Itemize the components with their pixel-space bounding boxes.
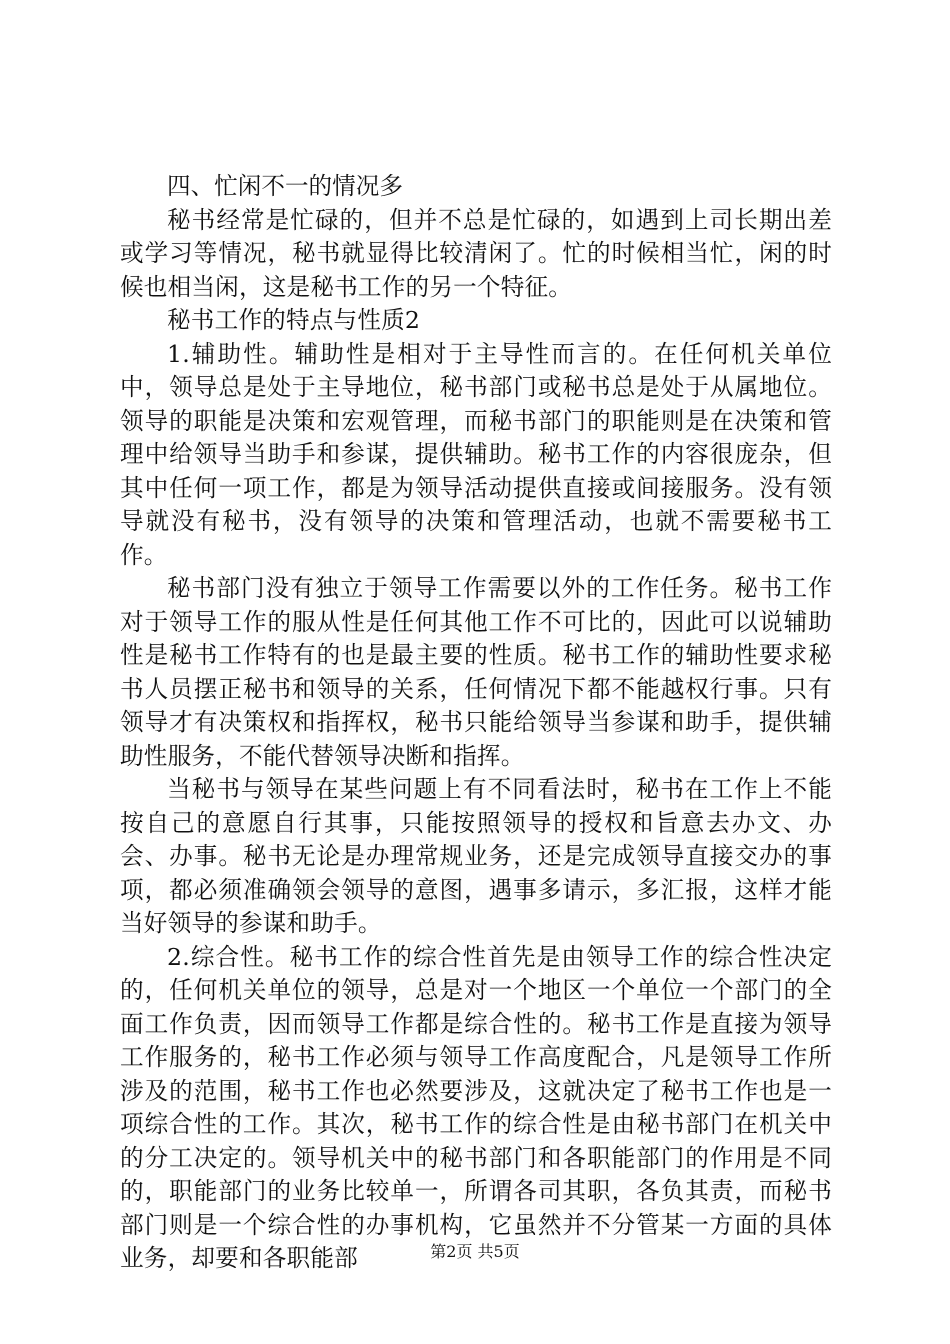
paragraph-obedience: 秘书部门没有独立于领导工作需要以外的工作任务。秘书工作对于领导工作的服从性是任何其他工作不可比的，因此可以说辅助性是秘书工作特有的也是最主要的性质。秘书工作的辅助性要求秘书人员摆正秘书和领导的关系，任何情况下都不能越权行事。只有领导才有决策权和指挥权，秘书只能给领导当参谋和助手，提供辅助性服务，不能代替领导决断和指挥。 bbox=[120, 574, 832, 770]
page-footer: 第2页 共5页 bbox=[430, 1242, 520, 1261]
section-heading: 四、忙闲不一的情况多 bbox=[167, 172, 403, 200]
paragraph-comprehensive: 2.综合性。秘书工作的综合性首先是由领导工作的综合性决定的，任何机关单位的领导，总是对一个地区一个单位一个部门的全面工作负责，因而领导工作都是综合性的。秘书工作是直接为领导工作服务的，秘书工作必须与领导工作高度配合，凡是领导工作所涉及的范围，秘书工作也必然要涉及，这就决定了秘书工作也是一项综合性的工作。其次，秘书工作的综合性是由秘书部门在机关中的分工决定的。领导机关中的秘书部门和各职能部门的作用是不同的，职能部门的业务比较单一，所谓各司其职，各负其责，而秘书部门则是一个综合性的办事机构，它虽然并不分管某一方面的具体业务，却要和各职能部 bbox=[120, 942, 832, 1272]
subtitle-characteristics: 秘书工作的特点与性质2 bbox=[167, 306, 421, 334]
paragraph-disagreement: 当秘书与领导在某些问题上有不同看法时，秘书在工作上不能按自己的意愿自行其事，只能按照领导的授权和旨意去办文、办会、办事。秘书无论是办理常规业务，还是完成领导直接交办的事项，都必须准确领会领导的意图，遇事多请示，多汇报，这样才能当好领导的参谋和助手。 bbox=[120, 775, 832, 937]
document-body bbox=[120, 170, 832, 1276]
paragraph-auxiliary: 1.辅助性。辅助性是相对于主导性而言的。在任何机关单位中，领导总是处于主导地位，秘书部门或秘书总是处于从属地位。领导的职能是决策和宏观管理，而秘书部门的职能则是在决策和管理中给领导当助手和参谋，提供辅助。秘书工作的内容很庞杂，但其中任何一项工作，都是为领导活动提供直接或间接服务。没有领导就没有秘书，没有领导的决策和管理活动，也就不需要秘书工作。 bbox=[120, 339, 832, 569]
paragraph-busy-idle: 秘书经常是忙碌的，但并不总是忙碌的，如遇到上司长期出差或学习等情况，秘书就显得比较清闲了。忙的时候相当忙，闲的时候也相当闲，这是秘书工作的另一个特征。 bbox=[120, 205, 832, 301]
